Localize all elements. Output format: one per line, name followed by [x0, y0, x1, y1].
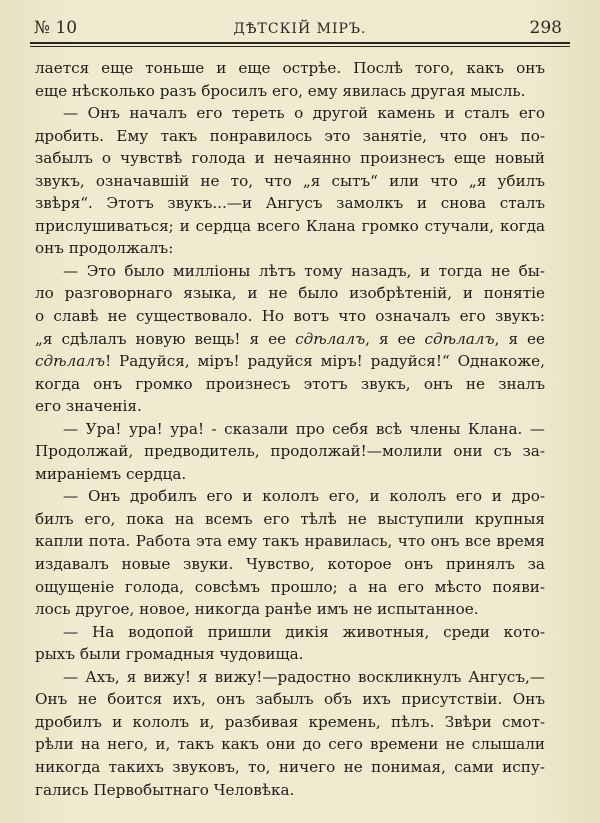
text-line: дробилъ и кололъ и, разбивая кремень, пѣлъ. Звѣри смот-: [35, 712, 545, 731]
text-line: капли пота. Работа эта ему такъ нравилась, что онъ все время: [35, 532, 545, 551]
text-line: забылъ о чувствѣ голода и нечаянно произнесъ еще новый: [35, 149, 545, 168]
text-line: — На водопой пришли дикія животныя, среди кото-: [63, 622, 545, 641]
body-text: [35, 57, 545, 801]
text-line: еще нѣсколько разъ бросилъ его, ему явилась другая мысль.: [35, 81, 526, 100]
issue-number: № 10: [34, 18, 78, 38]
text-line: рѣли на него, и, такъ какъ они до сего времени не слышали: [35, 735, 545, 754]
text-line: онъ продолжалъ:: [35, 239, 174, 258]
text-line: — Ура! ура! ура! - сказали про себя всѣ члены Клана. —: [63, 419, 545, 438]
text-line: лось другое, новое, никогда ранѣе имъ не испытанное.: [35, 600, 479, 619]
text-line: Онъ не боится ихъ, онъ забылъ объ ихъ присутствіи. Онъ: [35, 690, 545, 709]
text-line: звукъ, означавшій не то, что „я сытъ“ или что „я убилъ: [35, 171, 545, 190]
text-line: когда онъ громко произнесъ этотъ звукъ, онъ не зналъ: [35, 374, 545, 393]
header-rule: [30, 42, 570, 44]
italic-word: сдѣлалъ: [424, 329, 495, 348]
italic-word: сдѣлалъ: [35, 352, 106, 371]
text-line: Продолжай, предводитель, продолжай!—молили они съ за-: [35, 442, 545, 461]
text-line: издавалъ новые звуки. Чувство, которое онъ принялъ за: [35, 555, 545, 574]
text-line: лается еще тоньше и еще острѣе. Послѣ того, какъ онъ: [35, 59, 545, 77]
running-header: [28, 18, 572, 40]
text-line-with-italics: „я сдѣлалъ новую вещь! я ее сдѣлалъ, я ее сдѣлалъ, я ее: [35, 329, 546, 348]
text-line: рыхъ были громадныя чудовища.: [35, 645, 304, 664]
text-line: — Онъ дробилъ его и кололъ его, и кололъ его и дро-: [63, 487, 545, 506]
text-line: — Ахъ, я вижу! я вижу!—радостно воскликнулъ Ангусъ,—: [63, 667, 545, 686]
text-line: прислушиваться; и сердца всего Клана громко стучали, когда: [35, 216, 545, 235]
text-line: миранiемъ сердца.: [35, 464, 187, 483]
text-line: гались Первобытнаго Человѣка.: [35, 780, 295, 799]
text-line: его значенія.: [35, 397, 142, 416]
page-number: 298: [529, 18, 562, 38]
italic-word: сдѣлалъ: [295, 329, 366, 348]
text-line: — Онъ началъ его тереть о другой камень и сталъ его: [63, 104, 545, 123]
text-line: о славѣ не существовало. Но вотъ что означалъ его звукъ:: [35, 307, 545, 326]
journal-title: ДѢТСКІЙ МІРЪ.: [233, 21, 367, 37]
text-line: ло разговорнаго языка, и не было изобрѣтеній, и понятіе: [35, 284, 545, 303]
header-rule-thin: [30, 46, 570, 47]
text-line: никогда такихъ звуковъ, то, ничего не понимая, сами испу-: [35, 757, 545, 776]
text-line: — Это было милліоны лѣтъ тому назадъ, и тогда не бы-: [63, 261, 545, 280]
text-line: звѣря“. Этотъ звукъ...—и Ангусъ замолкъ и снова сталъ: [35, 194, 545, 213]
text-line: дробить. Ему такъ понравилось это занятіе, что онъ по-: [35, 126, 545, 145]
text-line: ощущеніе голода, совсѣмъ прошло; а на его мѣсто появи-: [35, 577, 545, 596]
text-line-with-italics: сдѣлалъ! Радуйся, міръ! радуйся міръ! радуйся!“ Однакоже,: [35, 352, 545, 371]
text-line: билъ его, пока на всемъ его тѣлѣ не выступили крупныя: [35, 509, 545, 528]
